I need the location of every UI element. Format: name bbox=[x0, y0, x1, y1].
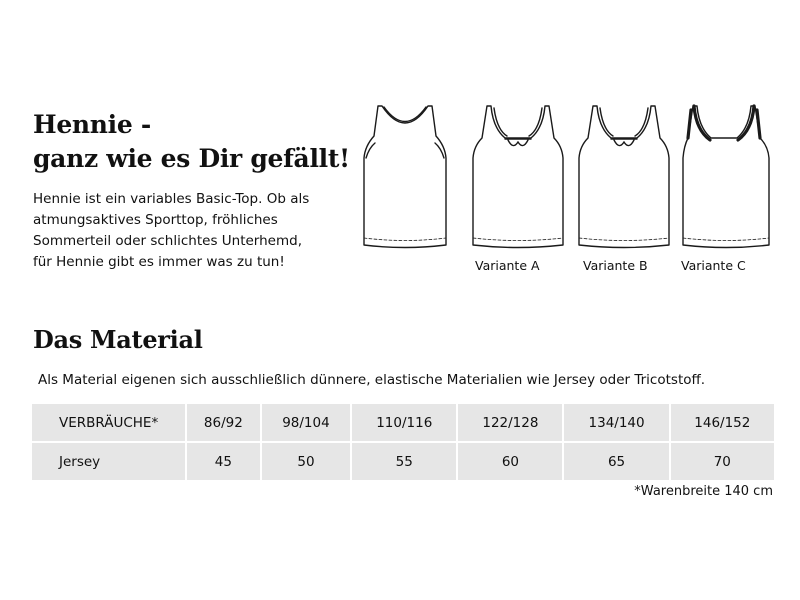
table-cell: 60 bbox=[457, 442, 563, 480]
tank-top-variant-c-drawing bbox=[683, 106, 769, 248]
intro-line: für Hennie gibt es immer was zu tun! bbox=[33, 254, 285, 270]
table-cell: 50 bbox=[261, 442, 351, 480]
variant-c-label: Variante C bbox=[681, 258, 746, 273]
fabric-usage-table bbox=[32, 404, 774, 480]
fabric-width-note: *Warenbreite 140 cm bbox=[634, 484, 773, 499]
tank-top-front-drawing bbox=[364, 106, 446, 248]
table-header-cell: VERBRÄUCHE* bbox=[59, 414, 159, 431]
intro-line: atmungsaktives Sporttop, fröhliches bbox=[33, 212, 278, 228]
title-line-2: ganz wie es Dir gefällt! bbox=[33, 144, 350, 173]
table-header-cell: 110/116 bbox=[351, 404, 457, 442]
intro-line: Sommerteil oder schlichtes Unterhemd, bbox=[33, 233, 302, 249]
table-header-row bbox=[32, 404, 774, 442]
table-row bbox=[32, 442, 774, 480]
table-cell: Jersey bbox=[32, 442, 186, 480]
table-header-cell: 122/128 bbox=[457, 404, 563, 442]
section-title: Das Material bbox=[33, 325, 203, 354]
material-description: Als Material eigenen sich ausschließlich dünnere, elastische Materialien wie Jersey oder Tricotstoff. bbox=[38, 372, 706, 388]
table-cell: 45 bbox=[186, 442, 261, 480]
title-line-1: Hennie - bbox=[33, 110, 151, 139]
table-header-cell: 98/104 bbox=[261, 404, 351, 442]
variant-b-label: Variante B bbox=[583, 258, 648, 273]
table-header-cell: 146/152 bbox=[670, 404, 774, 442]
intro-line: Hennie ist ein variables Basic-Top. Ob als bbox=[33, 191, 310, 207]
intro-text bbox=[33, 189, 353, 273]
tank-top-variant-b-drawing bbox=[579, 106, 669, 248]
tank-top-illustrations bbox=[350, 98, 780, 278]
table-header-cell: 86/92 bbox=[186, 404, 261, 442]
tank-top-variant-a-drawing bbox=[473, 106, 563, 248]
table-cell: 55 bbox=[351, 442, 457, 480]
table-header-cell: 134/140 bbox=[563, 404, 669, 442]
table-cell: 65 bbox=[563, 442, 669, 480]
variant-a-label: Variante A bbox=[475, 258, 540, 273]
page-title bbox=[33, 108, 350, 176]
table-cell: 70 bbox=[670, 442, 774, 480]
